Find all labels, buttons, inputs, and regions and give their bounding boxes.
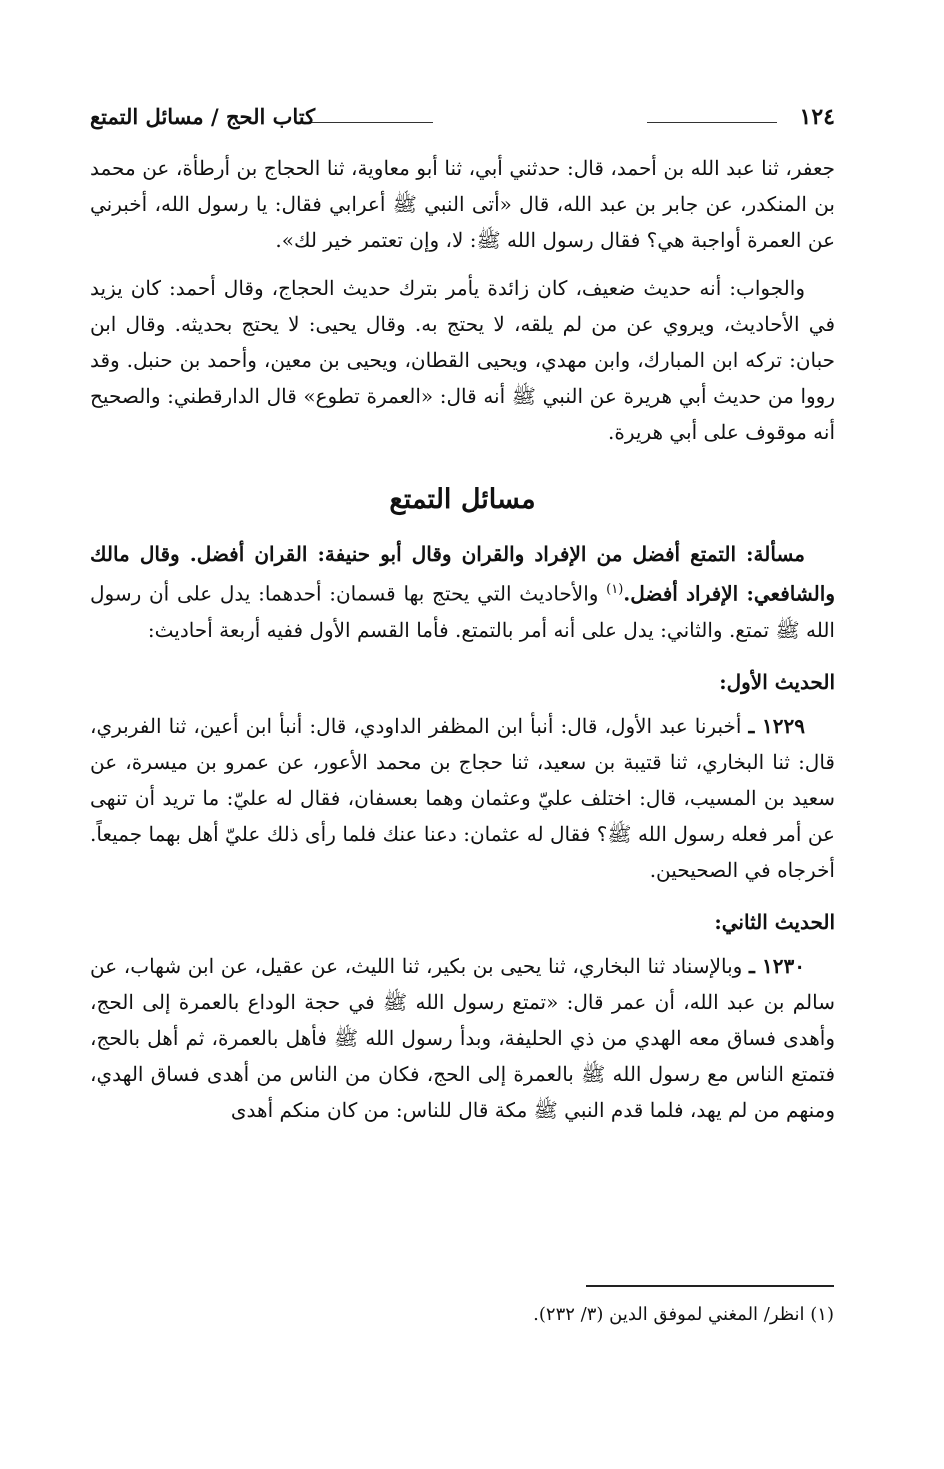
hadith-number: ١٢٢٩ ـ (748, 713, 805, 738)
masala-paragraph (90, 536, 835, 648)
hadith-paragraph (90, 708, 835, 888)
hadith-paragraph (90, 948, 835, 1128)
paragraph: والجواب: أنه حديث ضعيف، كان زائدة يأمر بترك حديث الحجاج، وقال أحمد: كان يزيد في الأحاديث، ويروي عن من لم يلقه، لا يحتج به. وقال يحيى: لا يحتج بحديثه. وقال ابن حبان: تركه ابن المبارك، وابن مهدي، ويحيى القطان، ويحيى بن معين، وأحمد بن حنبل. وقد رووا من حديث أبي هريرة عن النبي ﷺ أنه قال: «العمرة تطوع» قال الدارقطني: والصحيح أنه موقوف على أبي هريرة. (90, 276, 836, 444)
masala-text: والأحاديث التي يحتج بها قسمان: أحدهما: يدل على أن رسول الله ﷺ تمتع. والثاني: يدل على أنه أمر بالتمتع. فأما القسم الأول ففيه أربعة أحاديث: (90, 581, 835, 642)
page-body (90, 150, 835, 1128)
paragraph: جعفر، ثنا عبد الله بن أحمد، قال: حدثني أبي، ثنا أبو معاوية، ثنا الحجاج بن أرطأة، عن محمد بن المنكدر، عن جابر بن عبد الله، قال «أتى النبي ﷺ أعرابي فقال: يا رسول الله، أخبرني عن العمرة أواجبة هي؟ فقال رسول الله ﷺ: لا، وإن تعتمر خير لك». (90, 156, 835, 252)
hadith-heading: الحديث الأول: (719, 669, 835, 694)
hadith-text: وبالإسناد ثنا البخاري، ثنا يحيى بن بكير، ثنا الليث، عن عقيل، عن ابن شهاب، عن سالم بن عبد الله، أن عمر قال: «تمتع رسول الله ﷺ في حجة الوداع بالعمرة إلى الحج، وأهدى فساق معه الهدي من ذي الحليفة، وبدأ رسول الله ﷺ فأهل بالعمرة، ثم أهل بالحج، فتمتع الناس مع رسول الله ﷺ بالعمرة إلى الحج، فكان من الناس من أهدى فساق الهدي، ومنهم من لم يهد، فلما قدم النبي ﷺ مكة قال للناس: من كان منكم أهدى (90, 953, 835, 1122)
hadith-number: ١٢٣٠ ـ (748, 953, 806, 978)
masala-heading: مسألة: التمتع أفضل من الإفراد والقران وقال أبو حنيفة: القران أفضل. وقال مالك والشافعي: الإفراد أفضل. (90, 542, 835, 606)
hadith-text: أخبرنا عبد الأول، قال: أنبأ ابن المظفر الداودي، قال: أنبأ ابن أعين، ثنا الفربري، قال: ثنا البخاري، ثنا قتيبة بن سعيد، ثنا حجاج بن محمد الأعور، عن عمرو بن ميسرة، عن سعيد بن المسيب، قال: اختلف عليّ وعثمان وهما بعسفان، فقال له عليّ: ما تريد أن تنهى عن أمر فعله رسول الله ﷺ؟ فقال له عثمان: دعنا عنك فلما رأى ذلك عليّ أهل بهما جميعاً. أخرجاه في الصحيحين. (90, 713, 835, 882)
running-header (90, 100, 835, 140)
page-number: ١٢٤ (799, 104, 835, 130)
section-title: مسائل التمتع (389, 484, 536, 515)
footnote-separator (586, 1285, 834, 1287)
footnote: (١) انظر/ المغني لموفق الدين (٣/ ٢٣٢). (533, 1304, 834, 1325)
hadith-heading: الحديث الثاني: (714, 909, 835, 934)
header-rule (647, 122, 777, 123)
running-title: كتاب الحج / مسائل التمتع (90, 104, 316, 129)
header-rule (303, 122, 433, 123)
footnote-ref[interactable]: (١) (606, 582, 624, 597)
